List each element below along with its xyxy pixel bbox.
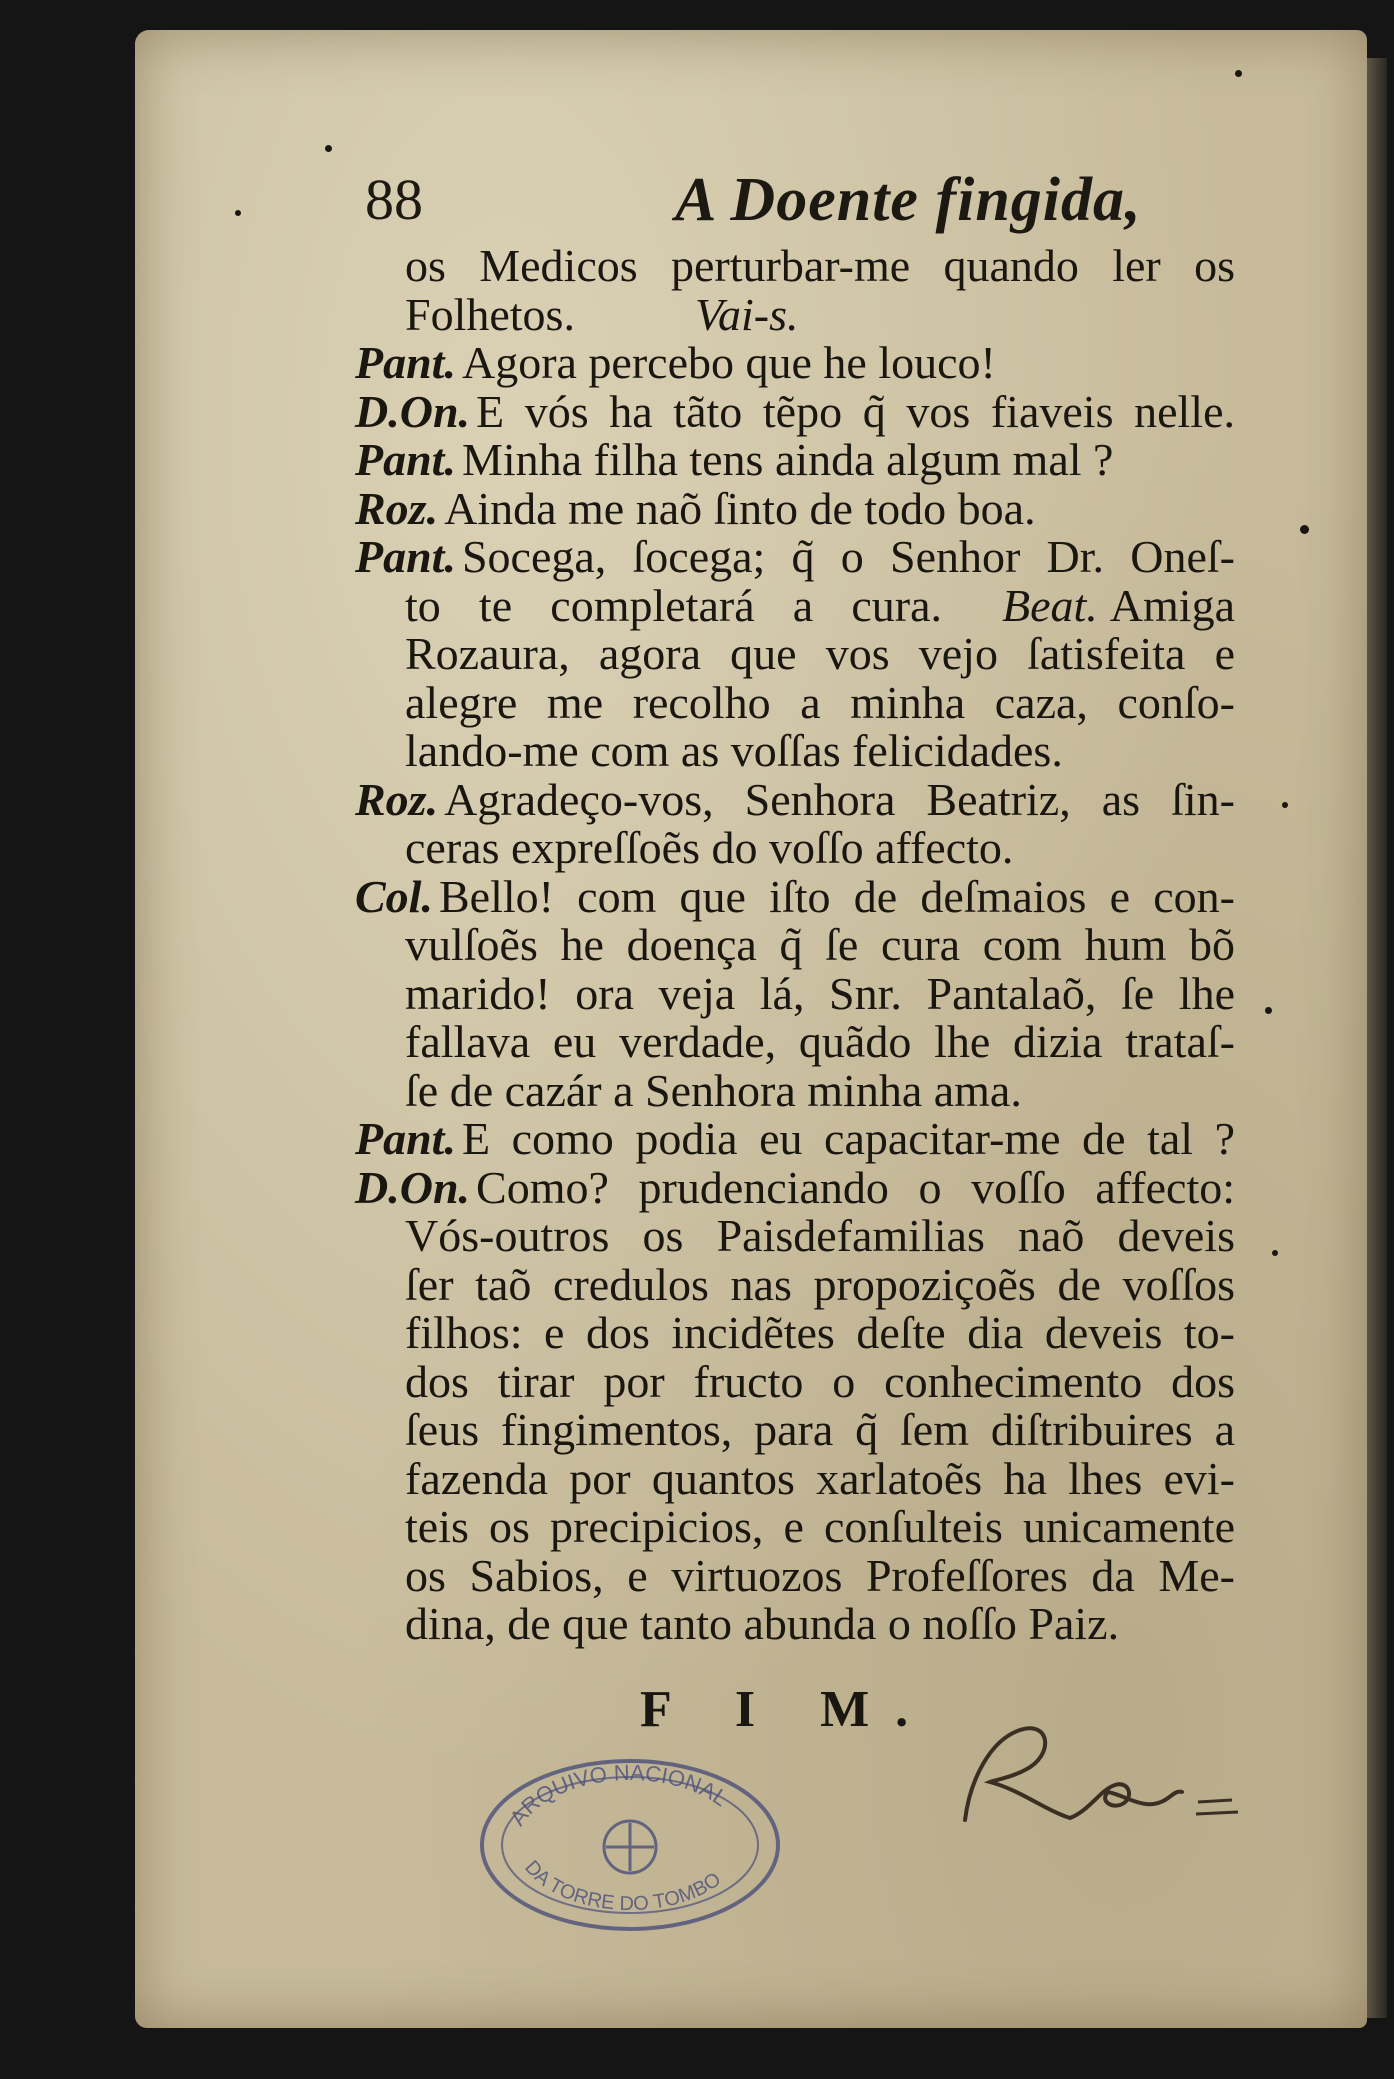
text-line: [355, 967, 1235, 1019]
text-line: [355, 482, 1235, 534]
line-text: vulſoẽs he doença q̃ ſe cura com hum bõ: [405, 919, 1235, 970]
line-text: Socega, ſocega; q̃ o Senhor Dr. Oneſ-: [461, 531, 1235, 582]
text-line: [355, 870, 1235, 922]
speaker-name: D.On.: [355, 385, 471, 437]
stage-direction: Beat.: [1002, 579, 1098, 631]
line-text: os Sabios, e virtuozos Profeſſores da Me-: [405, 1549, 1235, 1601]
line-text: teis os precipicios, e conſulteis unicamente: [405, 1501, 1235, 1552]
line-text: Agradeço-vos, Senhora Beatriz, as ſin-: [444, 773, 1235, 825]
page-header: [235, 160, 1255, 240]
text-line: [355, 1549, 1235, 1601]
line-text: dina, de que tanto abunda o noſſo Paiz.: [405, 1598, 1120, 1649]
line-text-tail: Amiga: [1109, 579, 1235, 631]
text-line: [355, 1452, 1235, 1504]
text-line: [355, 1212, 1235, 1261]
line-text: E vós ha tãto tẽpo q̃ vos fiaveis nelle.: [476, 385, 1235, 437]
text-line: [355, 921, 1235, 970]
line-text: os Medicos perturbar-me quando ler os: [405, 240, 1235, 291]
speaker-name: Roz.: [355, 482, 439, 534]
speaker-name: Pant.: [355, 531, 456, 582]
text-line: [355, 533, 1235, 582]
speaker-name: Pant.: [355, 337, 456, 388]
stamp-text-bottom: DA TORRE DO TOMBO: [520, 1856, 725, 1916]
text-line: [355, 773, 1235, 825]
running-title: A Doente fingida,: [675, 166, 1142, 234]
line-text: fallava eu verdade, quãdo lhe dizia trataſ-: [405, 1016, 1235, 1067]
crest-icon: [604, 1821, 656, 1873]
stamp-text-top: ARQUIVO NACIONAL: [504, 1759, 733, 1831]
text-line: [355, 1600, 1235, 1649]
text-line: [355, 288, 1235, 340]
text-line: [355, 630, 1235, 679]
line-text: fazenda por quantos xarlatoẽs ha lhes evi-: [405, 1452, 1235, 1504]
speaker-name: Roz.: [355, 773, 439, 825]
speaker-name: Pant.: [355, 434, 456, 485]
play-text: [355, 242, 1235, 1649]
text-line: [355, 676, 1235, 728]
speaker-name: Pant.: [355, 1113, 456, 1164]
line-text: ſer taõ credulos nas propoziçoẽs de voſſos: [405, 1258, 1235, 1310]
line-text: filhos: e dos incidẽtes deſte dia deveis to-: [405, 1307, 1235, 1358]
text-line: [355, 1258, 1235, 1310]
line-text: to te completará a cura.: [405, 579, 942, 631]
line-text: marido! ora veja lá, Snr. Pantalaõ, ſe lhe: [405, 967, 1235, 1019]
archive-stamp: [475, 1755, 785, 1935]
speaker-name: D.On.: [355, 1161, 471, 1213]
line-text: E como podia eu capacitar-me de tal ?: [461, 1113, 1235, 1164]
stage-direction: Vai-s.: [694, 288, 799, 340]
text-line: [355, 339, 1235, 388]
line-text: Folhetos.: [405, 288, 575, 340]
text-line: [355, 385, 1235, 437]
page-number: 88: [365, 167, 423, 232]
line-text: Minha filha tens ainda algum mal ?: [461, 434, 1114, 485]
line-text: Vós-outros os Paisdefamilias naõ deveis: [405, 1210, 1235, 1261]
text-line: [355, 1161, 1235, 1213]
handwritten-signature: [950, 1700, 1250, 1840]
page-edge-shadow: [1367, 58, 1387, 2018]
text-line: [355, 727, 1235, 776]
line-text: Como? prudenciando o voſſo affecto:: [476, 1161, 1235, 1213]
speaker-name: Col.: [355, 870, 433, 922]
line-text: ceras expreſſoẽs do voſſo affecto.: [405, 822, 1014, 873]
text-line: [355, 1406, 1235, 1455]
text-line: [355, 436, 1235, 485]
end-mark: F I M.: [640, 1681, 935, 1738]
line-text: Rozaura, agora que vos vejo ſatisfeita e: [405, 628, 1235, 679]
text-line: [355, 1309, 1235, 1358]
text-line: [355, 1115, 1235, 1164]
text-line: [355, 579, 1235, 631]
text-line: [355, 1018, 1235, 1067]
text-line: [355, 1355, 1235, 1407]
line-text: Ainda me naõ ſinto de todo boa.: [444, 482, 1036, 534]
line-text: lando-me com as voſſas felicidades.: [405, 725, 1063, 776]
line-text: ſeus fingimentos, para q̃ ſem diſtribuires a: [405, 1404, 1235, 1455]
line-text: ſe de cazár a Senhora minha ama.: [405, 1064, 1022, 1116]
text-line: [355, 824, 1235, 873]
line-text: dos tirar por fructo o conhecimento dos: [405, 1355, 1235, 1407]
text-line: [355, 1503, 1235, 1552]
text-line: [355, 1064, 1235, 1116]
line-text: Agora percebo que he louco!: [461, 337, 996, 388]
line-text: alegre me recolho a minha caza, conſo-: [405, 676, 1235, 728]
text-line: [355, 242, 1235, 291]
line-text: Bello! com que iſto de deſmaios e con-: [438, 870, 1235, 922]
